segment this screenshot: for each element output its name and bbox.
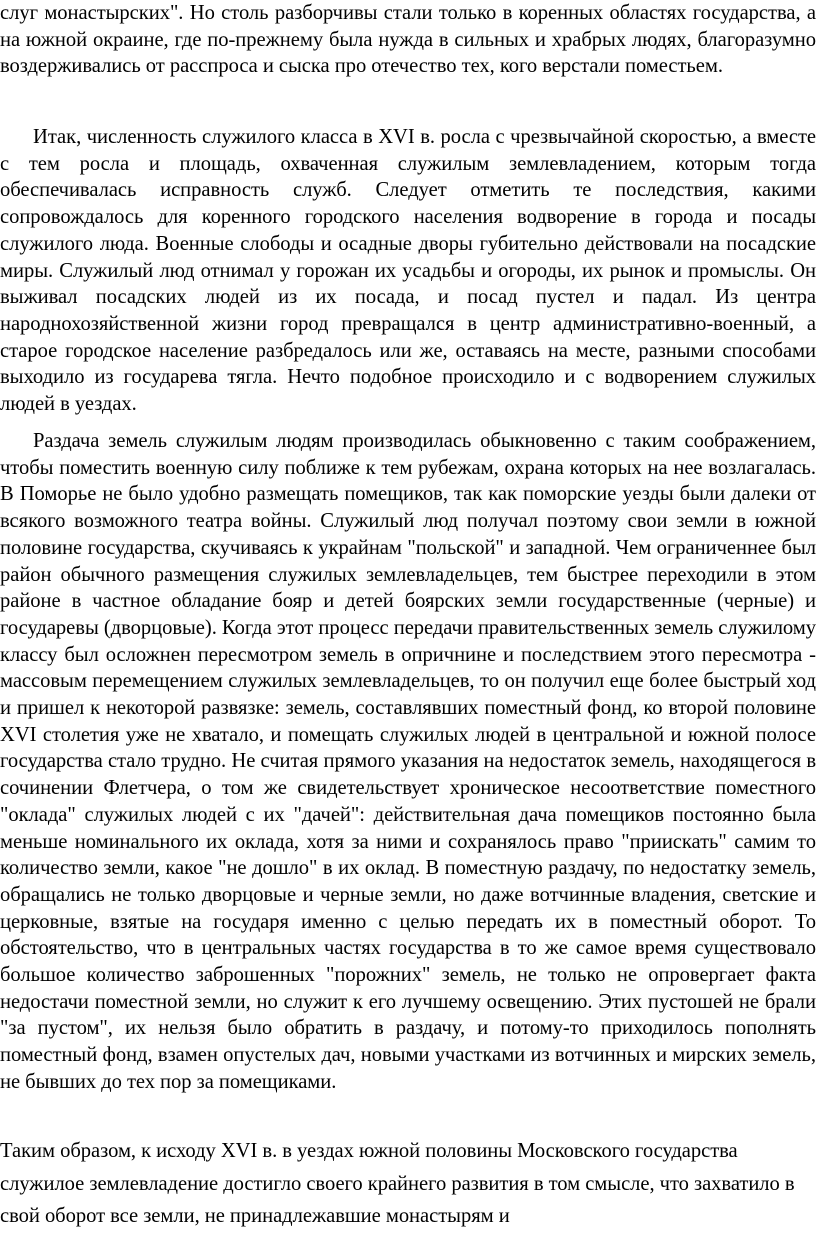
paragraph-4: Таким образом, к исходу XVI в. в уездах южной половины Московского государства служилое землевладение достигло своего крайнего развития в том смысле, что захватило в свой оборот все земли, не принадлежавшие монастырям и <box>0 1140 795 1227</box>
paragraph-3: Раздача земель служилым людям производилась обыкновенно с таким соображением, чтобы поместить военную силу поближе к тем рубежам, охрана которых на нее возлагалась. В Поморье не было удобно размещать помещиков, так как поморские уезды были далеки от всякого возможного театра войны. Служилый люд получал поэтому свои земли в южной половине государства, скучиваясь к украйнам "польской" и западной. Чем ограниченнее был район обычного размещения служилых землевладельцев, тем быстрее переходили в этом районе в частное обладание бояр и детей боярских земли государственные (черные) и государевы (дворцовые). Когда этот процесс передачи правительственных земель служилому классу был осложнен пересмотром земель в опричнине и последствием этого пересмотра - массовым перемещением служилых землевладельцев, то он получил еще более быстрый ход и пришел к некоторой развязке: земель, составлявших поместный фонд, ко второй половине XVI столетия уже не хватало, и помещать служилых людей в центральной и южной полосе государства стало трудно. Не считая прямого указания на недостаток земель, находящегося в сочинении Флетчера, о том же свидетельствует хроническое несоответствие поместного "оклада" служилых людей с их "дачей": действительная дача помещиков постоянно была меньше номинального их оклада, хотя за ними и сохранялось право "приискать" самим то количество земли, какое "не дошло" в их оклад. В поместную раздачу, по недостатку земель, обращались не только дворцовые и черные земли, но даже вотчинные владения, светские и церковные, взятые на государя именно с целью передать их в поместный оборот. То обстоятельство, что в центральных частях государства в то же самое время существовало большое количество заброшенных "порожних" земель, не только не опровергает факта недостачи поместной земли, но служит к его лучшему освещению. Этих пустошей не брали "за пустом", их нельзя было обратить в раздачу, и потому-то приходилось пополнять поместный фонд, взамен опустелых дач, новыми участками из вотчинных и мирских земель, не бывших до тех пор за помещиками. <box>0 430 816 1093</box>
paragraph-1: слуг монастырских". Но столь разборчивы стали только в коренных областях государства, а на южной окраине, где по-прежнему была нужда в сильных и храбрых людях, благоразумно воздерживались от расспроса и сыска про отечество тех, кого верстали поместьем. <box>0 2 816 78</box>
paragraph-2: Итак, численность служилого класса в XVI в. росла с чрезвычайной скоростью, а вместе с тем росла и площадь, охваченная служилым землевладением, которым тогда обеспечивалась исправность служб. Следует отметить те последствия, какими сопровождалось для коренного городского населения водворение в города и посады служилого люда. Военные слободы и осадные дворы губительно действовали на посадские миры. Служилый люд отнимал у горожан их усадьбы и огороды, их рынок и промыслы. Он выживал посадских людей из их посада, и посад пустел и падал. Из центра народнохозяйственной жизни город превращался в центр административно-военный, а старое городское население разбредалось или же, оставаясь на месте, разными способами выходило из государева тягла. Нечто подобное происходило и с водворением служилых людей в уездах. <box>0 126 816 416</box>
